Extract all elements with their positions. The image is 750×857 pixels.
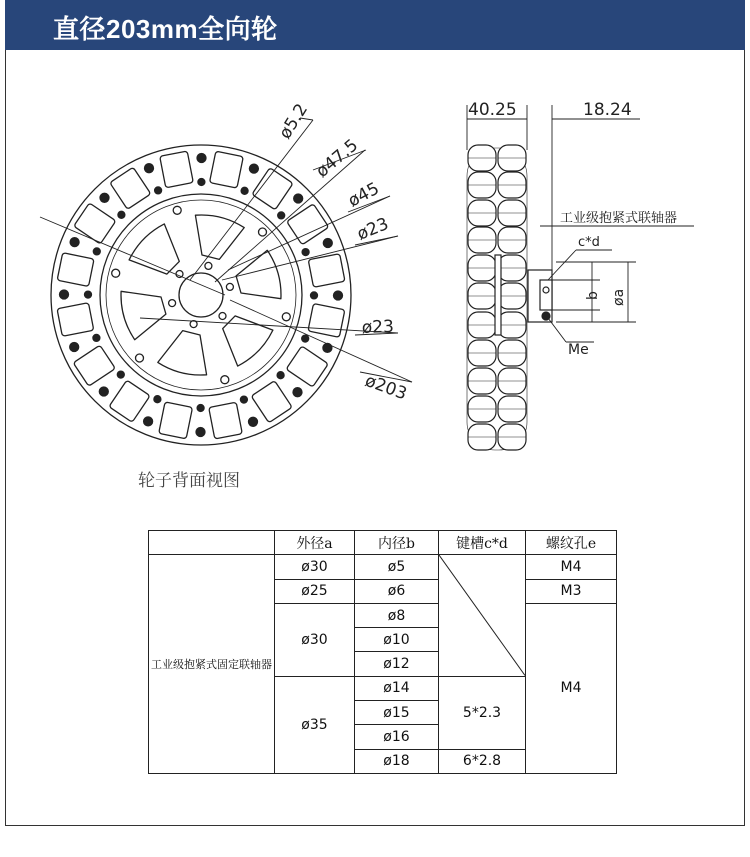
axle-dot [60, 290, 69, 299]
dimension-label: ø203 [362, 370, 410, 405]
screw-cell: M4 [526, 603, 617, 773]
inner-cell: ø10 [355, 628, 439, 652]
diagonal-line [439, 555, 525, 675]
axle-dot [197, 154, 206, 163]
dimension-label: ø23 [361, 316, 395, 338]
table-row [149, 555, 617, 579]
inner-dot [93, 334, 100, 341]
center-bolt [226, 283, 233, 290]
hub-bolt [221, 376, 229, 384]
inner-dot [154, 396, 161, 403]
page-title: 直径203mm全向轮 [53, 14, 278, 44]
hub-bolt [282, 313, 290, 321]
center-bolt [169, 300, 176, 307]
axle-dot [70, 343, 79, 352]
inner-dot [118, 211, 125, 218]
header-outer-diameter: 外径a [275, 531, 355, 555]
axle-dot [249, 417, 258, 426]
inner-dot [197, 405, 204, 412]
hub-window [158, 331, 207, 375]
roller [74, 203, 116, 244]
axle-dot [293, 388, 302, 397]
dimension-label: ø47.5 [312, 135, 363, 182]
outer-diameter-label: øa [611, 288, 627, 306]
roller [159, 402, 193, 439]
inner-dot [198, 179, 205, 186]
axle-dot [323, 239, 332, 248]
center-bolt [205, 262, 212, 269]
inner-cell: ø12 [355, 652, 439, 676]
axle-dot [145, 164, 154, 173]
outer-cell: ø30 [275, 603, 355, 676]
inner-cell: ø16 [355, 725, 439, 749]
inner-dot [277, 372, 284, 379]
hub-window [195, 215, 244, 259]
keyway-cell: 5*2.3 [439, 676, 526, 749]
dim-width: 40.25 [468, 100, 517, 120]
roller [287, 204, 329, 245]
inner-dot [241, 187, 248, 194]
inner-dot [278, 212, 285, 219]
wheel-side-view [467, 145, 552, 450]
inner-dot [240, 396, 247, 403]
roller [57, 253, 94, 287]
bore-label: b [585, 291, 601, 300]
header-keyway: 键槽c*d [439, 531, 526, 555]
inner-cell: ø14 [355, 676, 439, 700]
screw-label: Me [568, 342, 589, 358]
inner-cell: ø5 [355, 555, 439, 579]
inner-dot [155, 187, 162, 194]
axle-dot [196, 428, 205, 437]
roller [110, 167, 151, 209]
coupling-type-cell [149, 555, 275, 774]
header-screw-hole: 螺纹孔e [526, 531, 617, 555]
hub-bolt [136, 354, 144, 362]
drawing-caption: 轮子背面视图 [138, 471, 240, 491]
coupling-clamp [540, 280, 552, 310]
roller [286, 346, 328, 387]
inner-dot [311, 292, 318, 299]
inner-dot [302, 249, 309, 256]
inner-dot [117, 371, 124, 378]
roller [109, 380, 150, 422]
wheel-front-view [51, 145, 351, 445]
outer-cell: ø35 [275, 676, 355, 773]
roller [209, 151, 243, 188]
dimension-label: ø45 [344, 178, 383, 212]
keyway-circle [543, 287, 549, 293]
hub-bolt [112, 269, 120, 277]
inner-dot [302, 335, 309, 342]
spec-table [148, 530, 617, 774]
table-header-row [149, 531, 617, 555]
inner-dot [85, 291, 92, 298]
screw-cell: M3 [526, 579, 617, 603]
keyway-empty-cell [439, 555, 526, 676]
axle-dot [70, 238, 79, 247]
axle-dot [334, 291, 343, 300]
roller [73, 345, 115, 386]
axle-dot [249, 164, 258, 173]
side-hub [495, 255, 501, 335]
inner-cell: ø15 [355, 701, 439, 725]
hub-bolt [259, 228, 267, 236]
dim-offset: 18.24 [583, 100, 632, 120]
axle-dot [323, 343, 332, 352]
screw-cell: M4 [526, 555, 617, 579]
coupling-type-label: 工业级抱紧式固定联轴器 [151, 657, 272, 671]
table-corner [149, 531, 275, 555]
hub-window [121, 291, 166, 339]
axle-dot [99, 387, 108, 396]
axle-dot [100, 193, 109, 202]
axle-dot [144, 417, 153, 426]
hub-bolt [173, 206, 181, 214]
center-circle [179, 273, 223, 317]
hub-window [129, 224, 179, 274]
outer-cell: ø25 [275, 579, 355, 603]
inner-cell: ø8 [355, 603, 439, 627]
center-bolt [219, 313, 226, 320]
inner-cell: ø6 [355, 579, 439, 603]
inner-dot [93, 248, 100, 255]
roller [209, 402, 243, 439]
roller [308, 303, 345, 337]
roller [57, 303, 94, 337]
outer-cell: ø30 [275, 555, 355, 579]
header-inner-diameter: 内径b [355, 531, 439, 555]
axle-dot [294, 194, 303, 203]
dimension-label: ø23 [354, 214, 392, 245]
roller [160, 151, 194, 188]
keyway-cell: 6*2.8 [439, 749, 526, 773]
roller [252, 168, 293, 210]
dimension-label: ø5.2 [275, 100, 313, 143]
coupling-label: 工业级抱紧式联轴器 [560, 211, 678, 226]
roller [251, 381, 292, 423]
inner-cell: ø18 [355, 749, 439, 773]
roller [308, 254, 345, 288]
keyway-label: c*d [578, 235, 600, 250]
wheel-outer-circle [51, 145, 351, 445]
